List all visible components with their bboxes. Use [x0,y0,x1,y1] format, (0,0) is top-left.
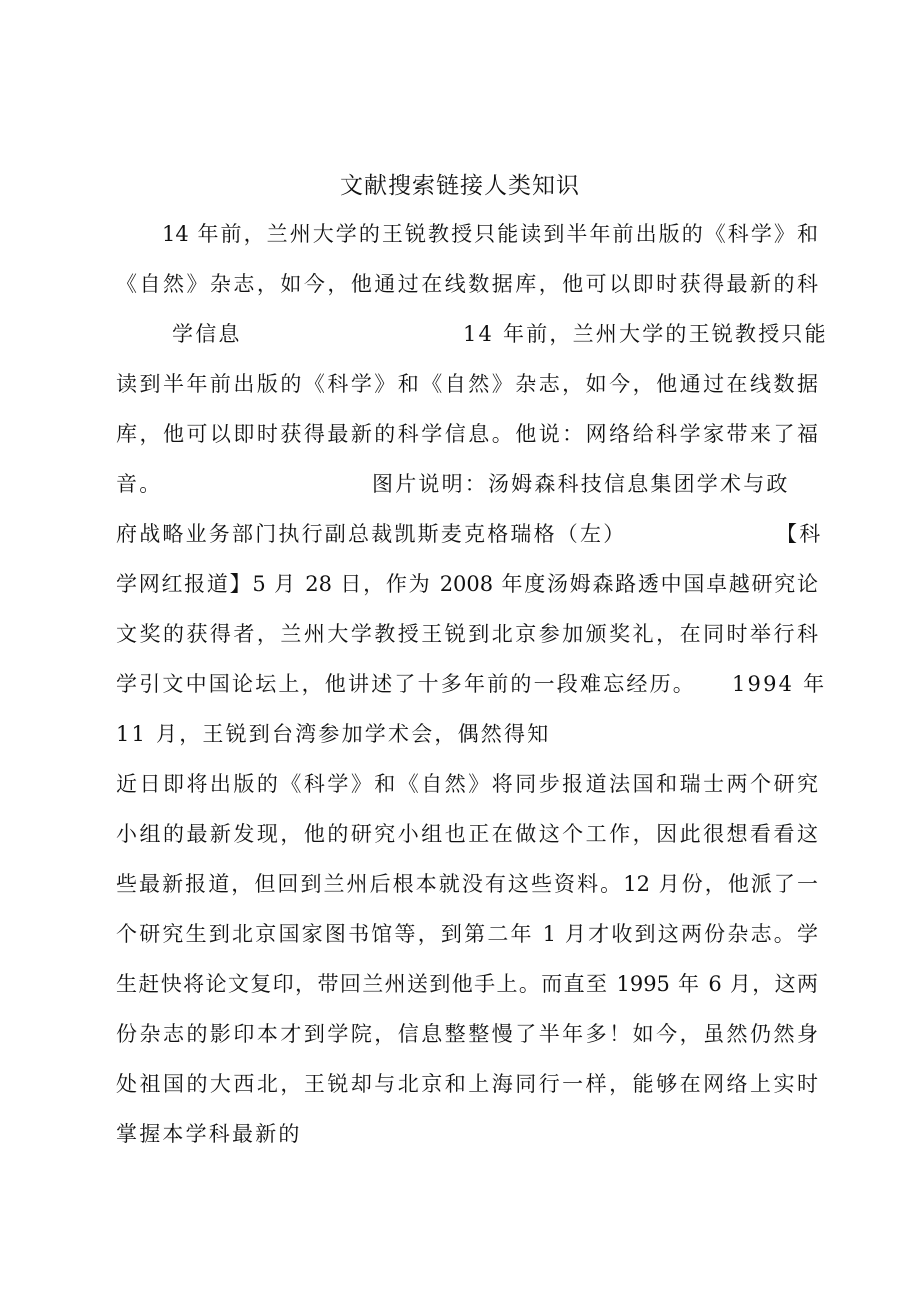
text-line: 11 月，王锐到台湾参加学术会，偶然得知 [116,722,551,746]
text-line: 学网红报道】5 月 28 日，作为 2008 年度汤姆森路透中国卓越研究论 [116,572,818,596]
text-line: 掌握本学科最新的 [116,1122,302,1146]
text-line: 14 年前，兰州大学的王锐教授只能读到半年前出版的《科学》和 [162,222,818,246]
text-line: 处祖国的大西北，王锐却与北京和上海同行一样，能够在网络上实时 [116,1072,818,1096]
image-caption: 图片说明：汤姆森科技信息集团学术与政 [372,472,790,496]
text-line: 生赶快将论文复印，带回兰州送到他手上。而直至 1995 年 6 月，这两 [116,972,818,996]
text-line: 份杂志的影印本才到学院，信息整整慢了半年多！如今，虽然仍然身 [116,1022,818,1046]
text-line-fragment: 14 年前，兰州大学的王锐教授只能 [463,322,828,346]
text-line: 读到半年前出版的《科学》和《自然》杂志，如今，他通过在线数据 [116,372,818,396]
text-line: 库，他可以即时获得最新的科学信息。他说：网络给科学家带来了福 [116,422,818,446]
document-title: 文献搜索链接人类知识 [340,173,580,199]
text-line-fragment: 音。 [116,472,163,496]
image-caption-continued: 府战略业务部门执行副总裁凯斯麦克格瑞格（左） [116,522,627,546]
text-line: 小组的最新发现，他的研究小组也正在做这个工作，因此很想看看这 [116,822,818,846]
text-line-fragment: 学引文中国论坛上，他讲述了十多年前的一段难忘经历。 [116,672,696,696]
text-line: 些最新报道，但回到兰州后根本就没有这些资料。12 月份，他派了一 [116,872,818,896]
text-line-fragment: 1994 年 [732,672,827,696]
text-line: 个研究生到北京国家图书馆等，到第二年 1 月才收到这两份杂志。学 [116,922,818,946]
text-line-fragment: 【科 [776,522,823,546]
text-line: 近日即将出版的《科学》和《自然》将同步报道法国和瑞士两个研究 [116,772,818,796]
text-line-fragment: 学信息 [172,322,242,346]
text-line: 文奖的获得者，兰州大学教授王锐到北京参加颁奖礼，在同时举行科 [116,622,818,646]
text-line: 《自然》杂志，如今，他通过在线数据库，他可以即时获得最新的科 [116,272,818,296]
